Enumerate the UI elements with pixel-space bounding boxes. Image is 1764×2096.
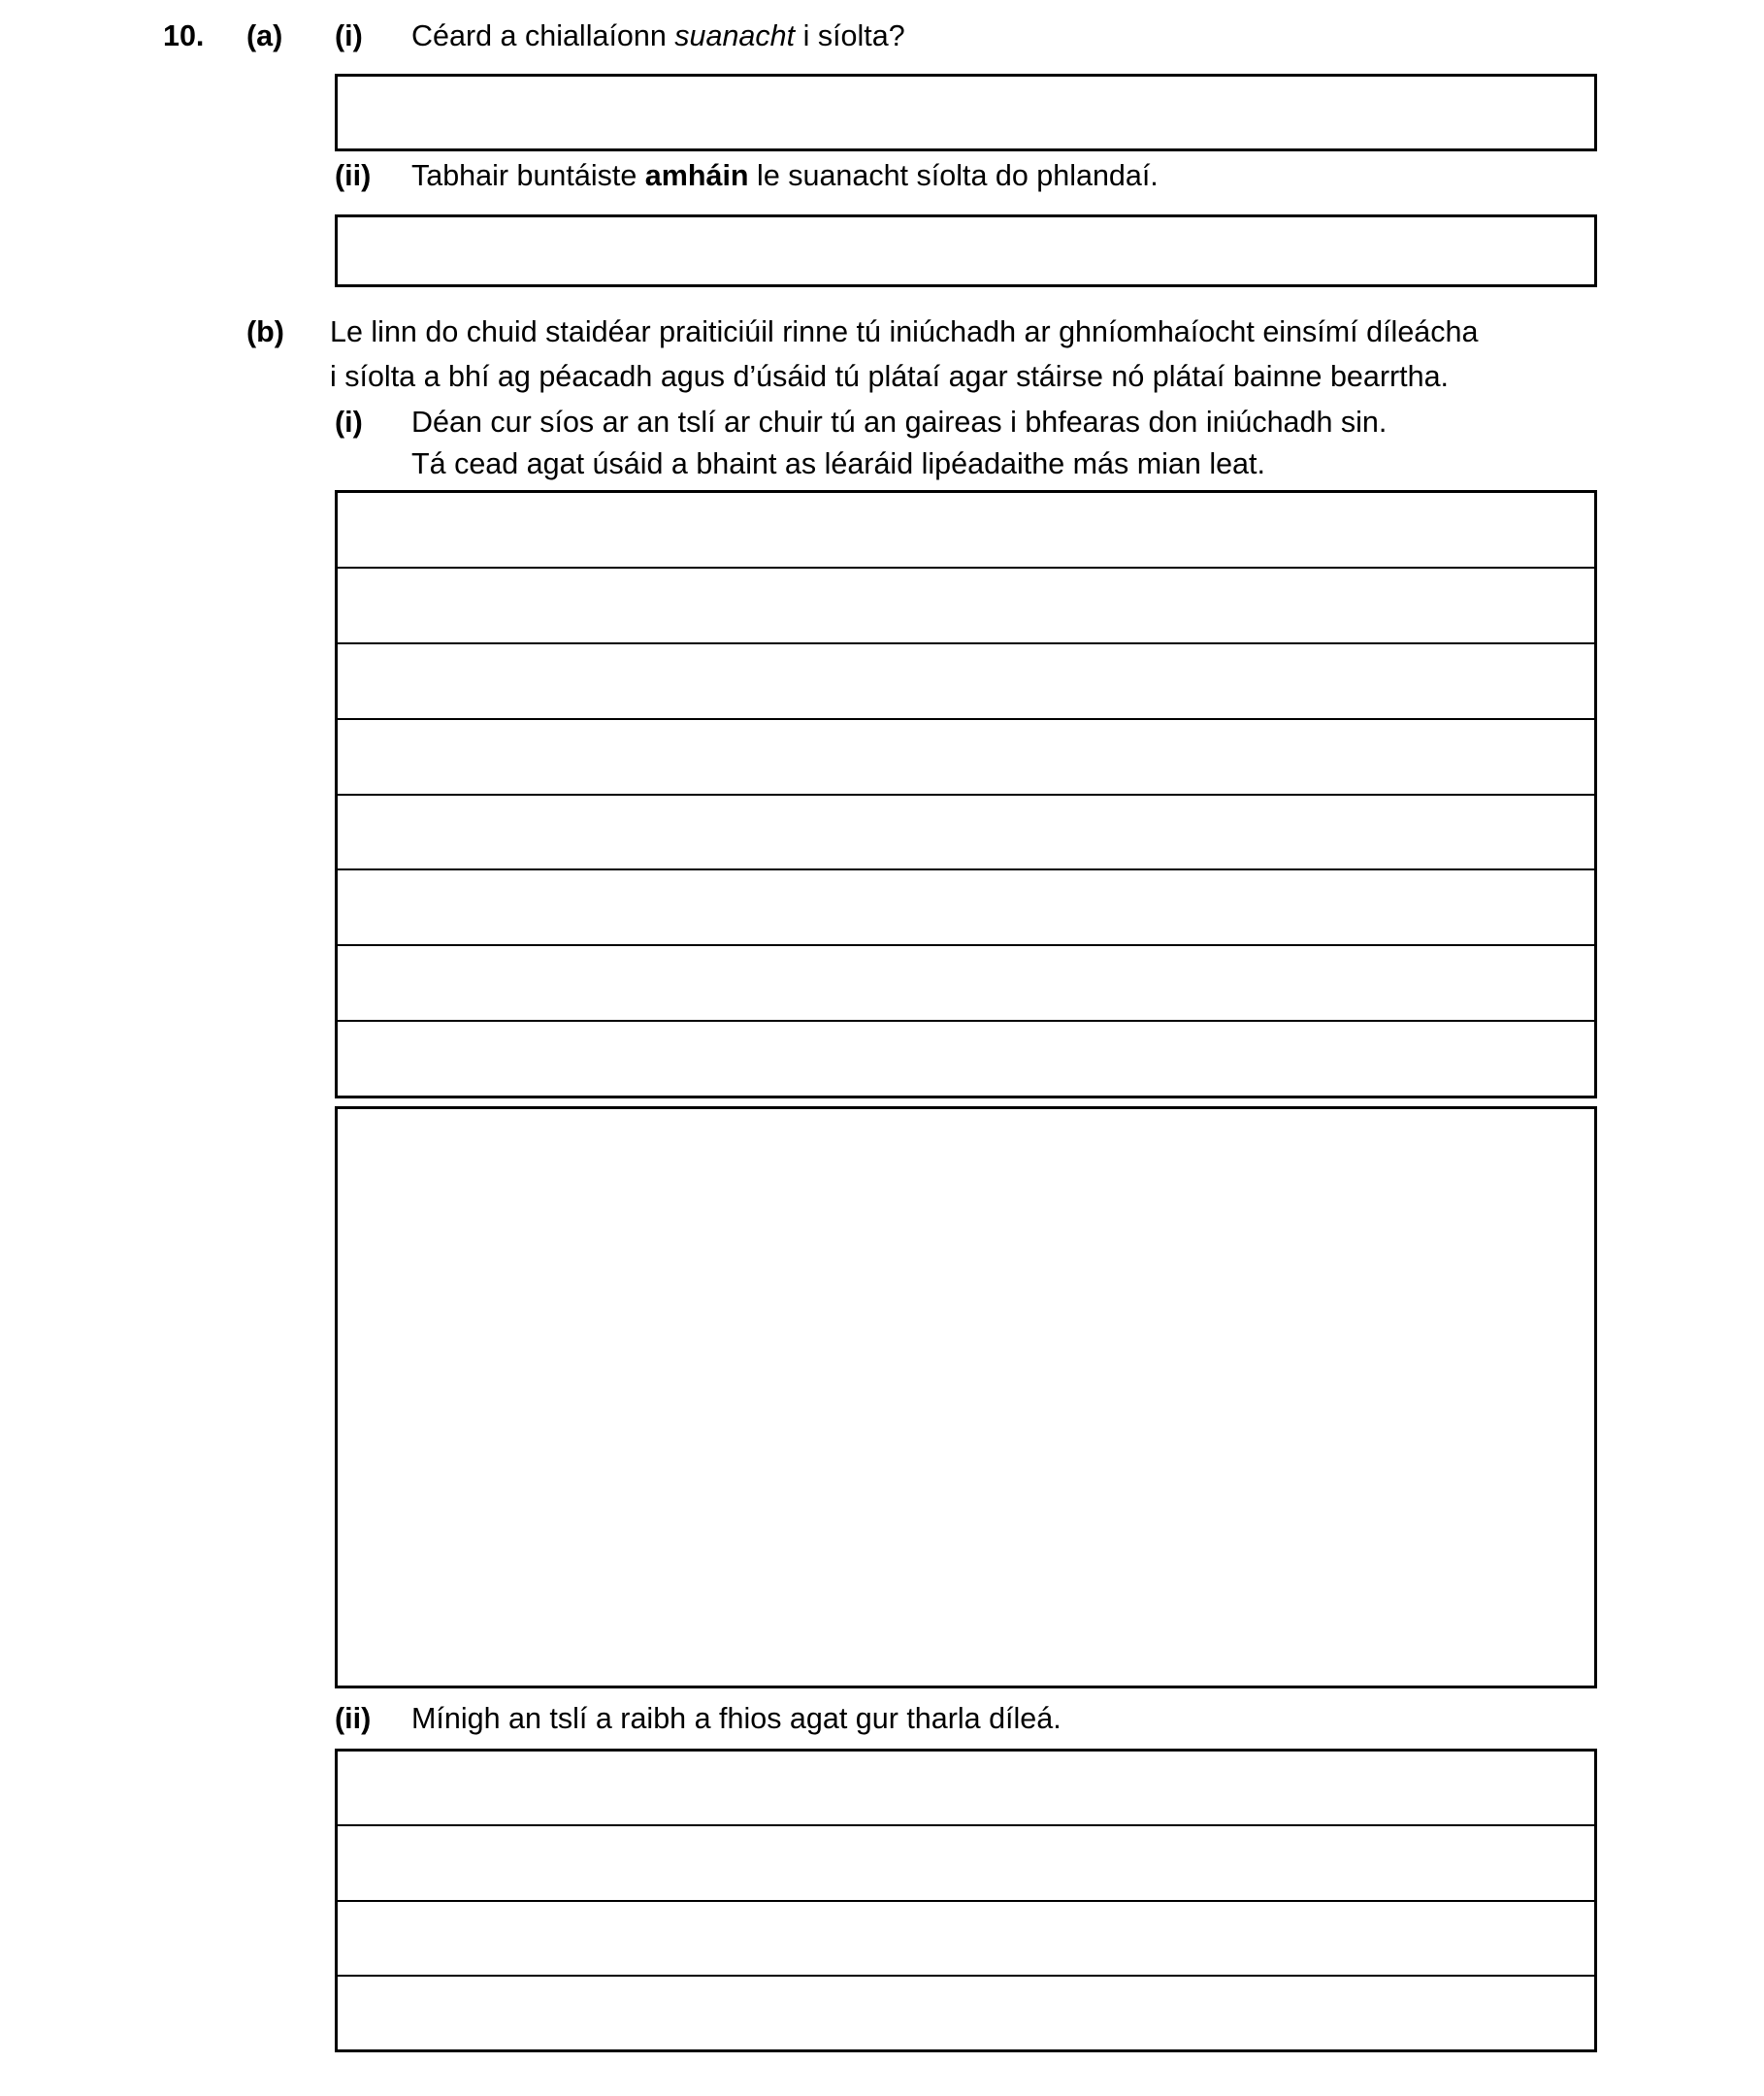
answer-line[interactable] — [338, 1902, 1594, 1977]
answer-line[interactable] — [338, 946, 1594, 1022]
question-number: 10. — [163, 19, 205, 52]
part-b-intro-line-2: i síolta a bhí ag péacadh agus d’úsáid tú plátaí agar stáirse nó plátaí bainne bearrtha. — [330, 360, 1450, 393]
part-a-ii-text-before: Tabhair buntáiste — [411, 159, 645, 192]
part-b-ii-marker: (ii) — [335, 1702, 372, 1735]
answer-line[interactable] — [338, 644, 1594, 720]
part-a-i-question — [411, 14, 905, 58]
part-label-b: (b) — [246, 315, 284, 348]
part-a-ii-text-after: le suanacht síolta do phlandaí. — [748, 159, 1159, 192]
answer-line[interactable] — [338, 1752, 1594, 1826]
part-b-i-instruction-line-2: Tá cead agat úsáid a bhaint as léaráid lipéadaithe más mian leat. — [411, 447, 1265, 480]
answer-line[interactable] — [338, 1022, 1594, 1096]
part-b-ii-question: Mínigh an tslí a raibh a fhios agat gur tharla díleá. — [411, 1702, 1062, 1735]
part-a-i-italic-term: suanacht — [674, 19, 796, 52]
part-a-i-text-before: Céard a chiallaíonn — [411, 19, 675, 52]
part-a-i-text-after: i síolta? — [795, 19, 905, 52]
answer-lined-box-b-i[interactable] — [335, 490, 1597, 1098]
part-b-i-instruction-line-1: Déan cur síos ar an tslí ar chuir tú an gaireas i bhfearas don iniúchadh sin. — [411, 406, 1388, 439]
answer-line[interactable] — [338, 796, 1594, 871]
answer-line[interactable] — [338, 720, 1594, 796]
answer-lined-box-b-ii[interactable] — [335, 1749, 1597, 2052]
answer-line[interactable] — [338, 1977, 1594, 2049]
part-a-ii-bold-term: amháin — [644, 159, 749, 192]
answer-line[interactable] — [338, 493, 1594, 569]
part-label-a: (a) — [246, 19, 283, 52]
part-b-i-marker: (i) — [335, 406, 363, 439]
part-a-ii-marker: (ii) — [335, 159, 372, 192]
answer-box-a-i[interactable] — [335, 74, 1597, 151]
answer-box-a-ii[interactable] — [335, 214, 1597, 287]
answer-line[interactable] — [338, 1826, 1594, 1901]
part-a-ii-question — [411, 153, 1159, 198]
part-b-intro-line-1: Le linn do chuid staidéar praiticiúil rinne tú iniúchadh ar ghníomhaíocht einsímí díleácha — [330, 315, 1479, 348]
part-a-i-marker: (i) — [335, 19, 363, 52]
answer-line[interactable] — [338, 870, 1594, 946]
answer-drawing-box-b-i[interactable] — [335, 1106, 1597, 1688]
answer-line[interactable] — [338, 569, 1594, 644]
